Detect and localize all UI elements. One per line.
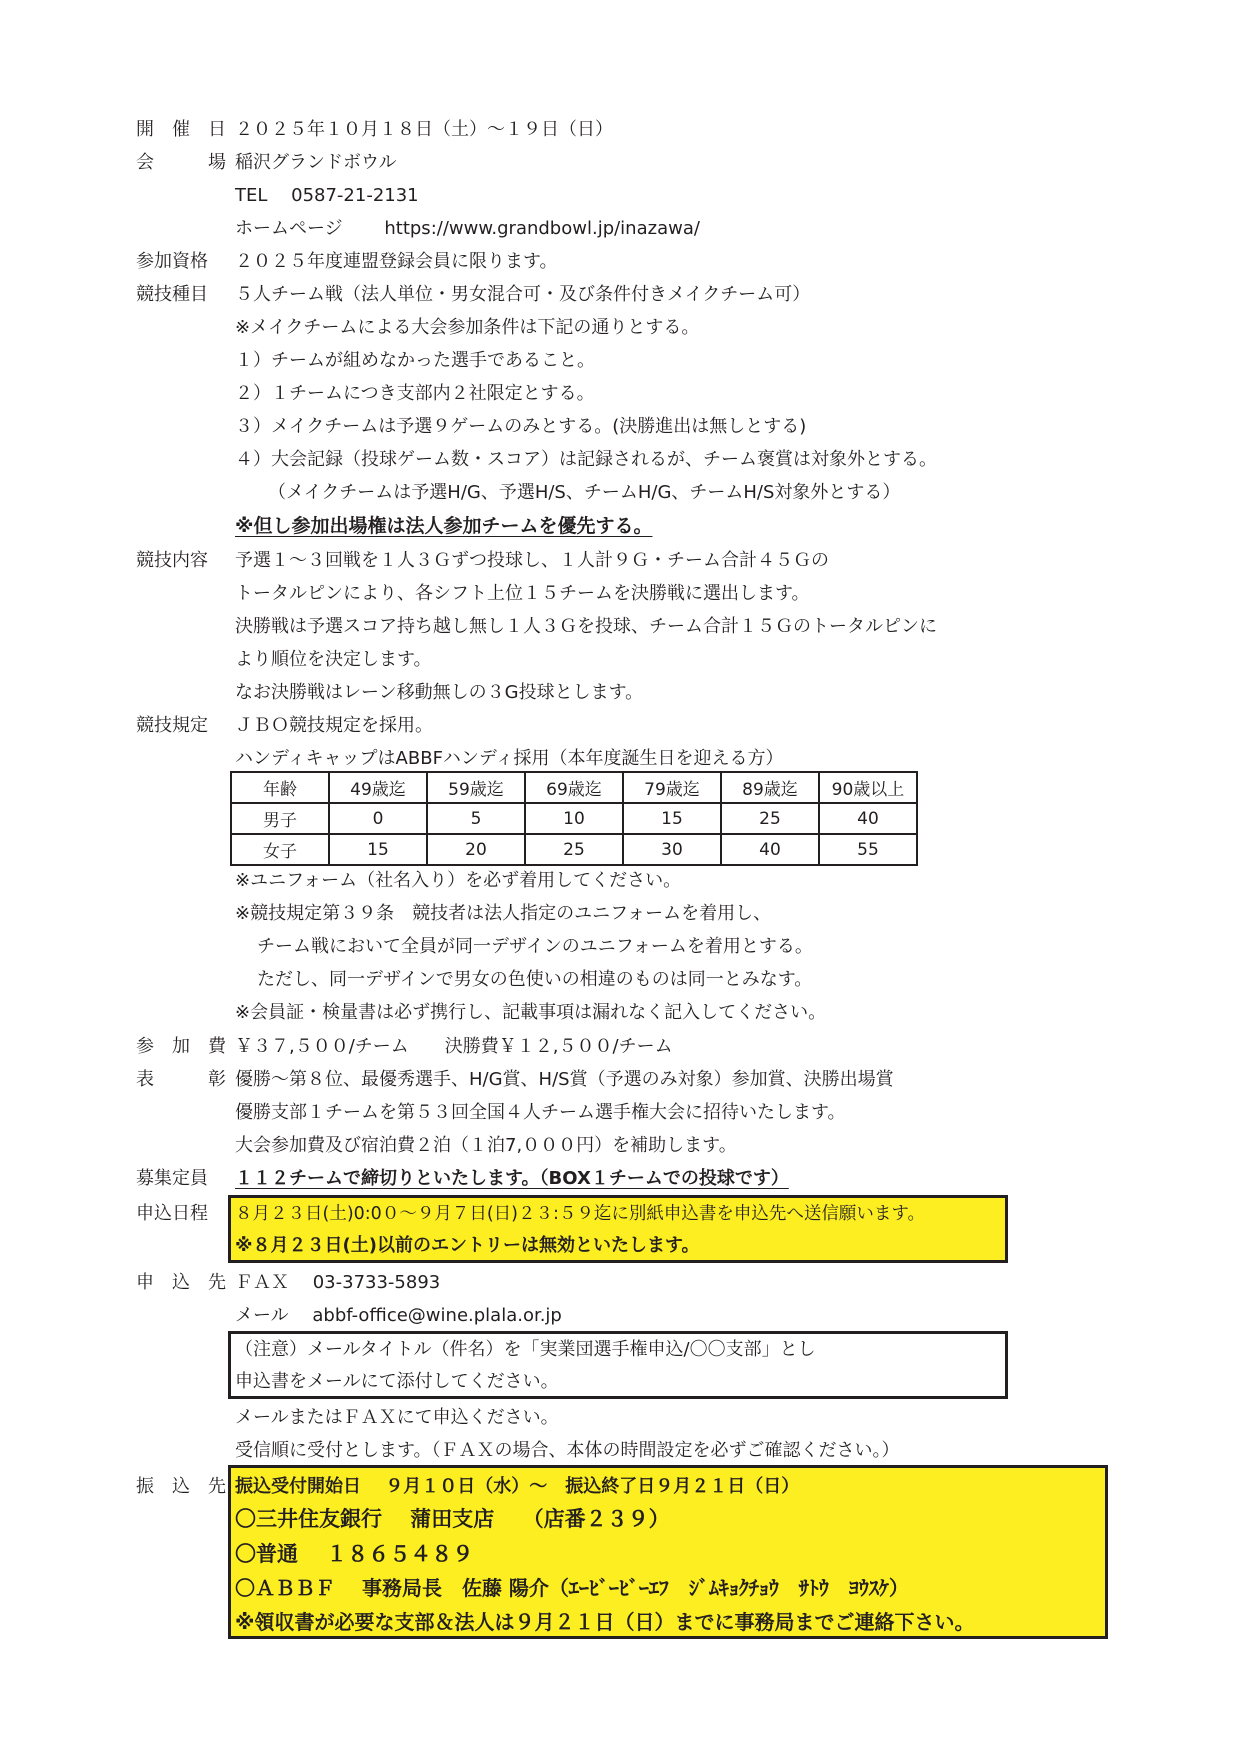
table-cell: 25 bbox=[525, 834, 623, 865]
handicap-table bbox=[230, 771, 918, 866]
payment-label: 振 込 先 bbox=[136, 1476, 226, 1497]
event-line: ※メイクチームによる大会参加条件は下記の通りとする。 bbox=[235, 317, 700, 338]
table-cell: 90歳以上 bbox=[819, 772, 917, 803]
rules-value: ＪＢＯ競技規定を採用。 bbox=[235, 715, 433, 736]
apply-mail: メール abbf-office@wine.plala.or.jp bbox=[235, 1305, 562, 1326]
table-cell: 89歳迄 bbox=[721, 772, 819, 803]
eligibility-label: 参加資格 bbox=[136, 251, 208, 272]
event-priority-note: ※但し参加出場権は法人参加チームを優先する。 bbox=[235, 515, 653, 537]
table-cell: 59歳迄 bbox=[427, 772, 525, 803]
table-cell: 40 bbox=[721, 834, 819, 865]
rules-note: チーム戦において全員が同一デザインのユニフォームを着用とする。 bbox=[257, 936, 813, 957]
table-cell: 女子 bbox=[231, 834, 329, 865]
event-line: ２）１チームにつき支部内２社限定とする。 bbox=[235, 383, 595, 404]
table-cell: 25 bbox=[721, 803, 819, 834]
table-cell: 55 bbox=[819, 834, 917, 865]
schedule-line2: ※８月２３日(土)以前のエントリーは無効といたします。 bbox=[235, 1235, 700, 1256]
schedule-label: 申込日程 bbox=[136, 1203, 208, 1224]
table-cell: 49歳迄 bbox=[329, 772, 427, 803]
apply-label: 申 込 先 bbox=[136, 1272, 226, 1293]
event-line: （メイクチームは予選H/G、予選H/S、チームH/G、チームH/S対象外とする） bbox=[268, 482, 901, 503]
capacity-label: 募集定員 bbox=[136, 1168, 208, 1189]
table-row bbox=[231, 803, 917, 834]
venue-tel: TEL 0587-21-2131 bbox=[235, 185, 419, 206]
mail-notice-line2: 申込書をメールにて添付してください。 bbox=[235, 1371, 559, 1392]
event-line: １）チームが組めなかった選手であること。 bbox=[235, 350, 595, 371]
table-cell: 30 bbox=[623, 834, 721, 865]
rules-note: ※競技規定第３９条 競技者は法人指定のユニフォームを着用し、 bbox=[235, 903, 772, 924]
content-line: 決勝戦は予選スコア持ち越し無し１人３Ｇを投球、チーム合計１５Ｇのトータルピンに bbox=[235, 616, 937, 637]
table-cell: 10 bbox=[525, 803, 623, 834]
venue-label: 会 場 bbox=[136, 152, 226, 173]
event-line: ３）メイクチームは予選９ゲームのみとする。(決勝進出は無しとする) bbox=[235, 416, 807, 437]
table-row bbox=[231, 834, 917, 865]
table-row bbox=[231, 772, 917, 803]
payment-line3: 〇普通 １８６５４８９ bbox=[235, 1542, 474, 1566]
table-cell: 20 bbox=[427, 834, 525, 865]
table-cell: 男子 bbox=[231, 803, 329, 834]
fee-value: ￥３７,５００/チーム 決勝費￥１２,５００/チーム bbox=[235, 1036, 673, 1057]
date-label: 開 催 日 bbox=[136, 119, 226, 140]
awards-line: 大会参加費及び宿泊費２泊（１泊7,０００円）を補助します。 bbox=[235, 1135, 737, 1156]
content-label: 競技内容 bbox=[136, 550, 208, 571]
table-cell: 年齢 bbox=[231, 772, 329, 803]
apply-after2: 受信順に受付とします。（ＦＡＸの場合、本体の時間設定を必ずご確認ください。） bbox=[235, 1440, 900, 1461]
fee-label: 参 加 費 bbox=[136, 1036, 226, 1057]
handicap-title: ハンディキャップはABBFハンディ採用（本年度誕生日を迎える方） bbox=[235, 748, 784, 769]
schedule-line1: ８月２３日(土)0:0０～９月７日(日)２３:５９迄に別紙申込書を申込先へ送信願います。 bbox=[235, 1204, 925, 1224]
mail-notice-line1: （注意）メールタイトル（件名）を「実業団選手権申込/〇〇支部」とし bbox=[235, 1339, 816, 1360]
table-cell: 69歳迄 bbox=[525, 772, 623, 803]
table-cell: 15 bbox=[329, 834, 427, 865]
apply-after1: メールまたはＦＡＸにて申込ください。 bbox=[235, 1407, 559, 1428]
content-line: 予選１～３回戦を１人３Ｇずつ投球し、１人計９Ｇ・チーム合計４５Ｇの bbox=[235, 550, 829, 571]
capacity-value: １１２チームで締切りといたします。（BOX１チームでの投球です） bbox=[235, 1168, 789, 1189]
rules-note: ※会員証・検量書は必ず携行し、記載事項は漏れなく記入してください。 bbox=[235, 1002, 827, 1023]
content-line: より順位を決定します。 bbox=[235, 649, 432, 670]
event-label: 競技種目 bbox=[136, 284, 208, 305]
content-line: なお決勝戦はレーン移動無しの３G投球とします。 bbox=[235, 682, 644, 703]
payment-line4: 〇ＡＢＢＦ 事務局長 佐藤 陽介（ｴｰﾋﾞｰﾋﾞｰｴﾌ ｼﾞﾑｷｮｸﾁｮｳ ｻﾄｳ ﾖｳｽｹ） bbox=[235, 1576, 909, 1600]
rules-label: 競技規定 bbox=[136, 715, 208, 736]
eligibility-value: ２０２５年度連盟登録会員に限ります。 bbox=[235, 251, 558, 272]
awards-label: 表 彰 bbox=[136, 1069, 226, 1090]
venue-homepage: ホームページ https://www.grandbowl.jp/inazawa/ bbox=[235, 218, 700, 239]
table-cell: 0 bbox=[329, 803, 427, 834]
table-cell: 15 bbox=[623, 803, 721, 834]
table-cell: 5 bbox=[427, 803, 525, 834]
content-line: トータルピンにより、各シフト上位１５チームを決勝戦に選出します。 bbox=[235, 583, 810, 604]
payment-line2: 〇三井住友銀行 蒲田支店 （店番２３９） bbox=[235, 1507, 670, 1531]
payment-line1: 振込受付開始日 ９月１０日（水）～ 振込終了日９月２１日（日） bbox=[235, 1476, 800, 1497]
table-cell: 40 bbox=[819, 803, 917, 834]
date-value: ２０２５年１０月１８日（土）～１９日（日） bbox=[235, 119, 613, 140]
event-line: ４）大会記録（投球ゲーム数・スコア）は記録されるが、チーム褒賞は対象外とする。 bbox=[235, 449, 937, 470]
rules-note: ただし、同一デザインで男女の色使いの相違のものは同一とみなす。 bbox=[257, 969, 813, 990]
rules-note: ※ユニフォーム（社名入り）を必ず着用してください。 bbox=[235, 870, 682, 891]
apply-fax: ＦＡＸ 03-3733-5893 bbox=[235, 1272, 441, 1293]
payment-line5: ※領収書が必要な支部＆法人は９月２１日（日）までに事務局までご連絡下さい。 bbox=[235, 1610, 975, 1634]
event-line: ５人チーム戦（法人単位・男女混合可・及び条件付きメイクチーム可） bbox=[235, 284, 811, 305]
table-cell: 79歳迄 bbox=[623, 772, 721, 803]
awards-line: 優勝支部１チームを第５３回全国４人チーム選手権大会に招待いたします。 bbox=[235, 1102, 846, 1123]
awards-line: 優勝～第８位、最優秀選手、H/G賞、H/S賞（予選のみ対象）参加賞、決勝出場賞 bbox=[235, 1069, 894, 1090]
venue-name: 稲沢グランドボウル bbox=[235, 152, 397, 173]
